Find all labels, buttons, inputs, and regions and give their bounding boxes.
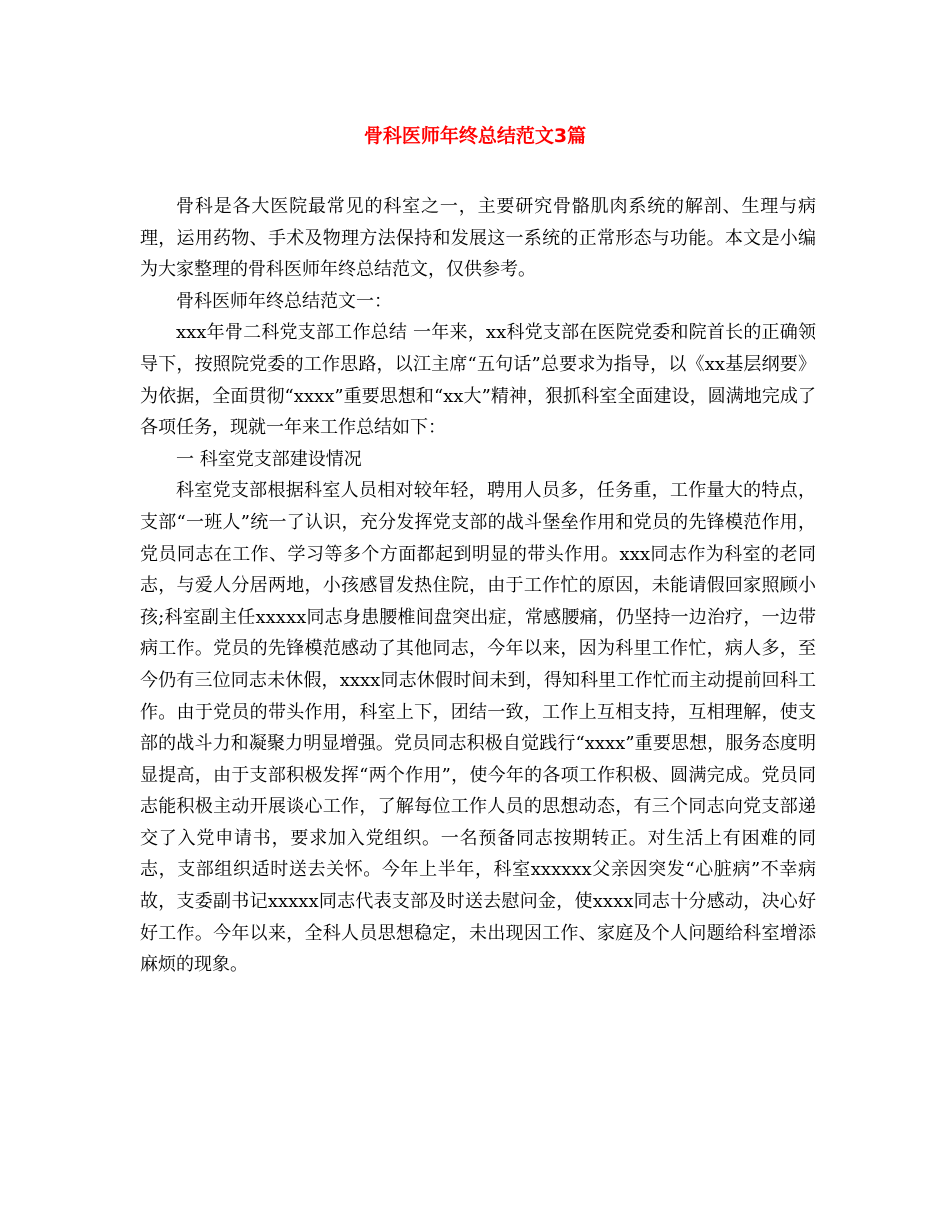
section-heading-sample-one: 骨科医师年终总结范文一： <box>176 290 392 312</box>
summary-opening-paragraph: xxx年骨二科党支部工作总结 一年来，xx科党支部在医院党委和院首长的正确领导下，按照院党委的工作思路，以江主席“五句话”总要求为指导，以《xx基层纲要》为依据，全面贯彻“xxxx”重要思想和“xx大”精神，狠抓科室全面建设，圆满地完成了各项任务，现就一年来工作总结如下： <box>140 322 816 439</box>
party-branch-paragraph: 科室党支部根据科室人员相对较年轻，聘用人员多，任务重，工作量大的特点，支部“一班人”统一了认识，充分发挥党支部的战斗堡垒作用和党员的先锋模范作用，党员同志在工作、学习等多个方面都起到明显的带头作用。xxx同志作为科室的老同志，与爱人分居两地，小孩感冒发热住院，由于工作忙的原因，未能请假回家照顾小孩;科室副主任xxxxx同志身患腰椎间盘突出症，常感腰痛，仍坚持一边治疗，一边带病工作。党员的先锋模范感动了其他同志，今年以来，因为科里工作忙，病人多，至今仍有三位同志未休假，xxxx同志休假时间未到，得知科里工作忙而主动提前回科工作。由于党员的带头作用，科室上下，团结一致，工作上互相支持，互相理解，使支部的战斗力和凝聚力明显增强。党员同志积极自觉践行“xxxx”重要思想，服务态度明显提高，由于支部积极发挥“两个作用”，使今年的各项工作积极、圆满完成。党员同志能积极主动开展谈心工作，了解每位工作人员的思想动态，有三个同志向党支部递交了入党申请书，要求加入党组织。一名预备同志按期转正。对生活上有困难的同志，支部组织适时送去关怀。今年上半年，科室xxxxxx父亲因突发“心脏病”不幸病故，支委副书记xxxxx同志代表支部及时送去慰问金，使xxxx同志十分感动，决心好好工作。今年以来，全科人员思想稳定，未出现因工作、家庭及个人问题给科室增添麻烦的现象。 <box>140 480 816 976</box>
subheading-party-branch: 一 科室党支部建设情况 <box>176 448 362 470</box>
intro-paragraph: 骨科是各大医院最常见的科室之一，主要研究骨骼肌肉系统的解剖、生理与病理，运用药物、手术及物理方法保持和发展这一系统的正常形态与功能。本文是小编为大家整理的骨科医师年终总结范文，仅供参考。 <box>140 196 816 281</box>
document-body <box>140 191 816 981</box>
document-title: 骨科医师年终总结范文3篇 <box>363 125 587 147</box>
